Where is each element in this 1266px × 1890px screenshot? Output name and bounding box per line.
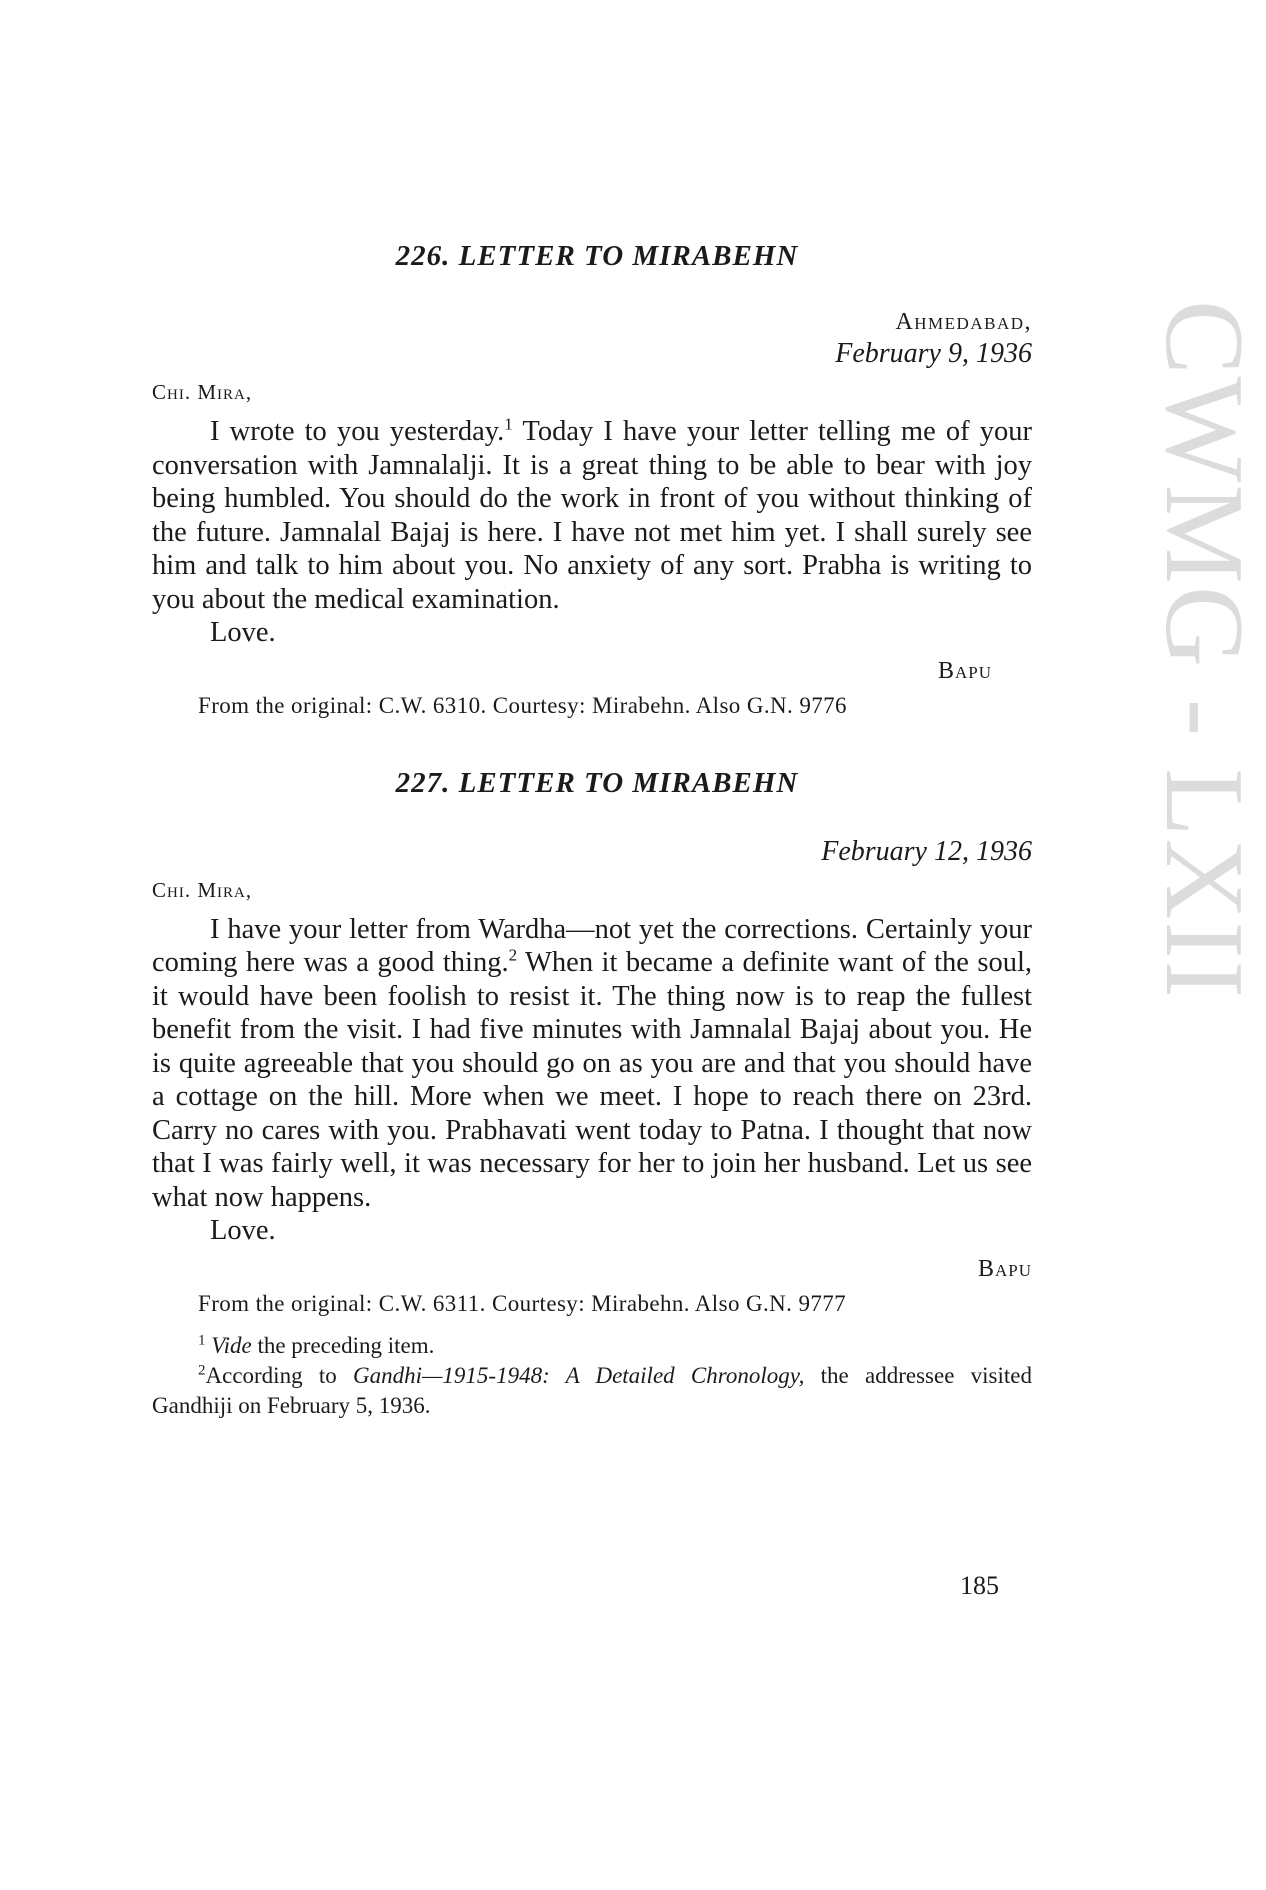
body-part: I have your letter from Wardha—not yet the corrections. Certainly your coming here was a good thing. xyxy=(152,913,1032,978)
footnote-2 xyxy=(152,1361,1032,1421)
letter-title: 226. LETTER TO MIRABEHN xyxy=(395,240,799,272)
body-part: Today I have your letter telling me of your conversation with Jamnalalji. It is a great thing to be able to bear with joy being humbled. You should do the work in front of you without thinking of the future. Jamnalal Bajaj is here. I have not met him yet. I shall surely see him and talk to him about you. No anxiety of any sort. Prabha is writing to you about the medical examination. xyxy=(152,416,1032,615)
letter-signature: Bapu xyxy=(937,657,992,684)
footnote-reference: 2 xyxy=(508,945,518,965)
letter-closing: Love. xyxy=(210,617,276,648)
letter-place: Ahmedabad, xyxy=(895,309,1032,335)
footnote-1 xyxy=(152,1331,1032,1361)
letter-227 xyxy=(152,767,1032,1317)
letter-closing: Love. xyxy=(210,1215,276,1246)
letter-226 xyxy=(152,240,1032,719)
footnote-prefix: According to xyxy=(205,1362,353,1388)
footnote-mark: 1 xyxy=(198,1331,206,1348)
letter-body xyxy=(152,415,1032,616)
footnote-text: the preceding item. xyxy=(251,1332,435,1358)
letter-salutation: Chi. Mira, xyxy=(152,380,253,404)
body-part: I wrote to you yesterday. xyxy=(210,416,505,447)
letter-source: From the original: C.W. 6310. Courtesy: Mirabehn. Also G.N. 9776 xyxy=(198,692,847,718)
footnotes xyxy=(152,1331,1032,1421)
footnote-italic: Gandhi—1915-1948: A Detailed Chronology, xyxy=(352,1362,805,1388)
letter-source: From the original: C.W. 6311. Courtesy: Mirabehn. Also G.N. 9777 xyxy=(198,1290,847,1316)
page-content xyxy=(152,240,1032,1421)
letter-body xyxy=(152,913,1032,1215)
footnote-italic: Vide xyxy=(211,1332,252,1358)
watermark: CWMG - LXII xyxy=(1142,300,1266,1001)
letter-salutation: Chi. Mira, xyxy=(152,877,253,902)
footnote-mark: 2 xyxy=(198,1361,206,1378)
letter-title: 227. LETTER TO MIRABEHN xyxy=(395,766,799,799)
body-part: When it became a definite want of the soul, it would have been foolish to resist it. The thing now is to reap the fullest benefit from the visit. I had five minutes with Jamnalal Bajaj about you. He is quite agreeable that you should go on as you are and that you should have a cottage on the hill. More when we meet. I hope to reach there on 23rd. Carry no cares with you. Prabhavati went today to Patna. I thought that now that I was fairly well, it was necessary for her to join her husband. Let us see what now happens. xyxy=(152,947,1032,1213)
letter-signature: Bapu xyxy=(977,1255,1032,1282)
page-number: 185 xyxy=(960,1571,999,1600)
footnote-reference: 1 xyxy=(504,414,513,434)
letter-date: February 9, 1936 xyxy=(835,338,1032,369)
letter-date: February 12, 1936 xyxy=(821,835,1032,867)
footnote-text: the addressee visited Gandhiji on February 5, 1936. xyxy=(152,1362,1032,1418)
